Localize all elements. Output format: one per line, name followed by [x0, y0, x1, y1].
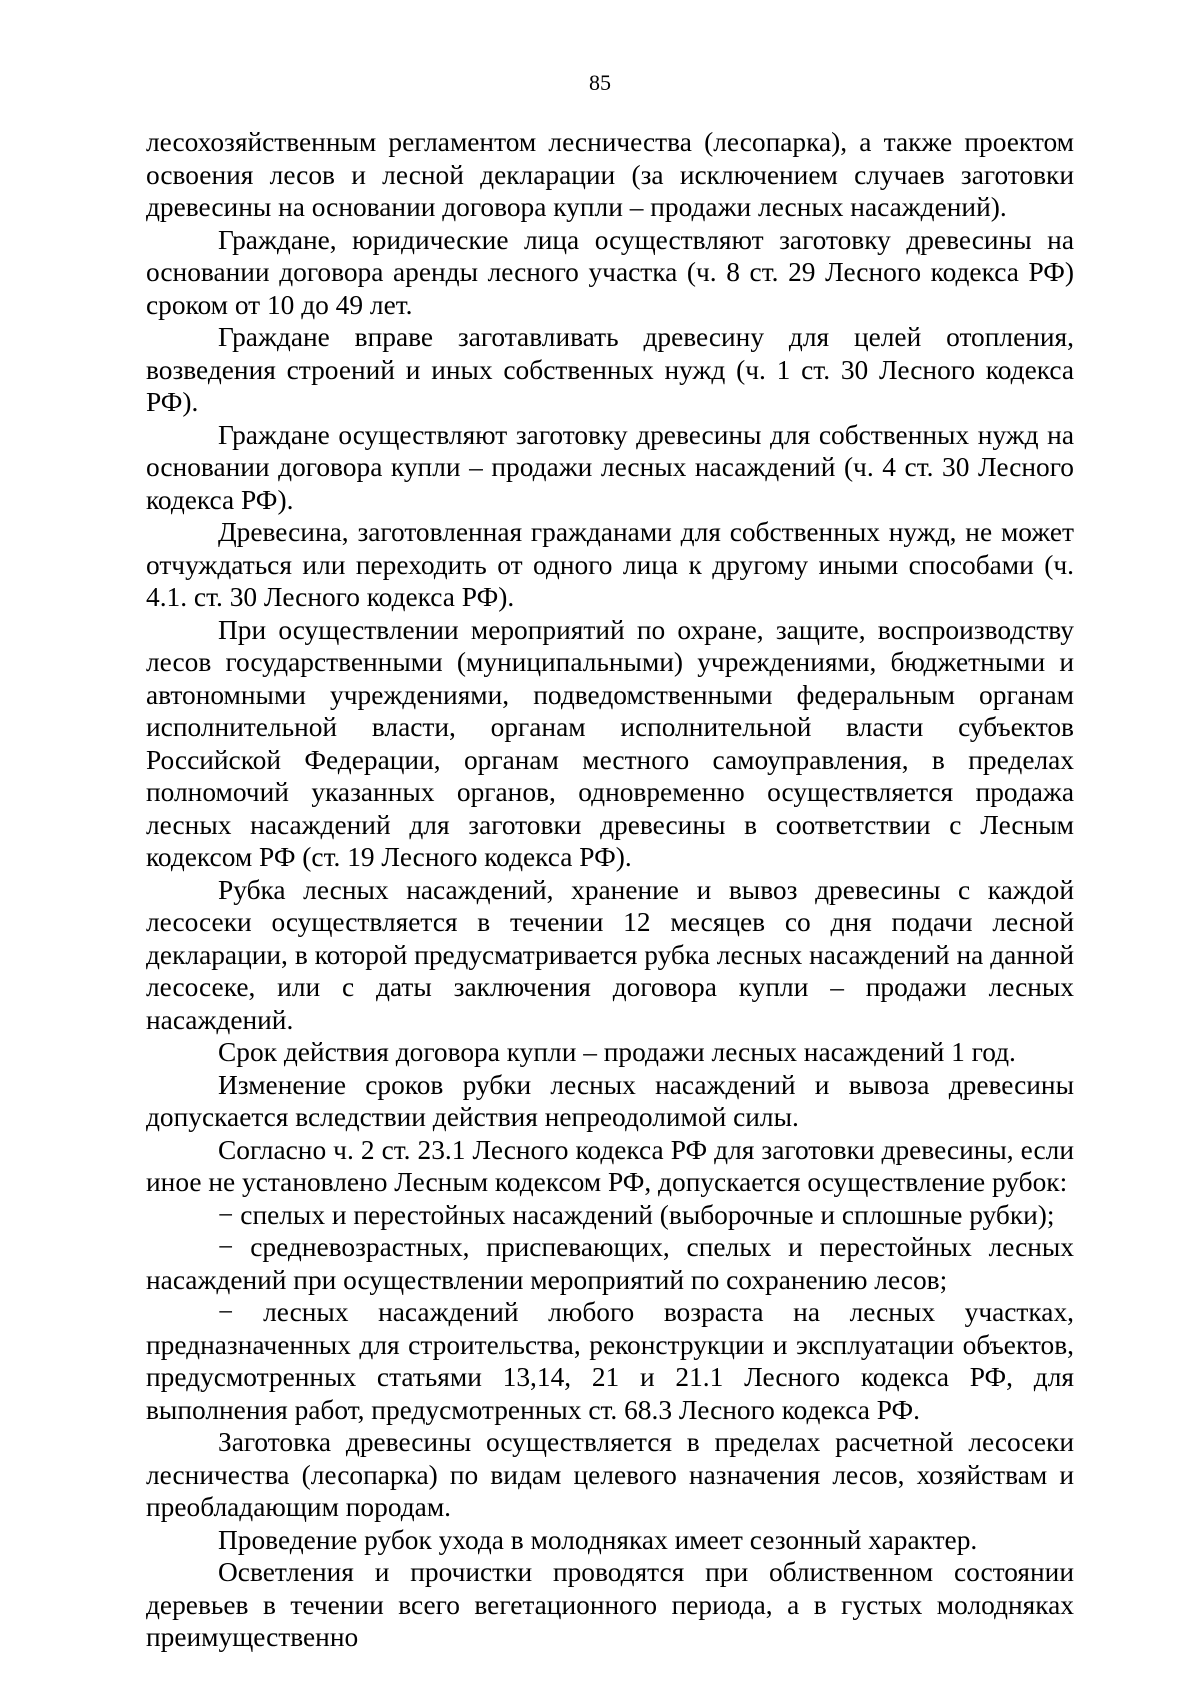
list-item: − лесных насаждений любого возраста на лесных участках, предназначенных для строительства, реконструкции и эксплуатации объектов, предусмотренных статьями 13,14, 21 и 21.1 Лесного кодекса РФ, для выполнения работ, предусмотренных ст. 68.3 Лесного кодекса РФ. — [146, 1297, 1074, 1425]
paragraph: Граждане вправе заготавливать древесину для целей отопления, возведения строений и иных собственных нужд (ч. 1 ст. 30 Лесного кодекса РФ). — [146, 322, 1074, 417]
paragraph: Осветления и прочистки проводятся при облиственном состоянии деревьев в течении всего вегетационного периода, а в густых молодняках преимущественно — [146, 1557, 1074, 1652]
page-number: 85 — [589, 70, 611, 95]
paragraph: При осуществлении мероприятий по охране, защите, воспроизводству лесов государственными (муниципальными) учреждениями, бюджетными и автономными учреждениями, подведомственными федеральным органам исполнительной власти, органам исполнительной власти субъектов Российской Федерации, органам местного самоуправления, в пределах полномочий указанных органов, одновременно осуществляется продажа лесных насаждений для заготовки древесины в соответствии с Лесным кодексом РФ (ст. 19 Лесного кодекса РФ). — [146, 614, 1074, 872]
paragraph: Рубка лесных насаждений, хранение и вывоз древесины с каждой лесосеки осуществляется в течении 12 месяцев со дня подачи лесной декларации, в которой предусматривается рубка лесных насаждений на данной лесосеке, или с даты заключения договора купли – продажи лесных насаждений. — [146, 874, 1074, 1035]
paragraph: Проведение рубок ухода в молодняках имеет сезонный характер. — [218, 1524, 978, 1555]
paragraph: Граждане, юридические лица осуществляют заготовку древесины на основании договора аренды лесного участка (ч. 8 ст. 29 Лесного кодекса РФ) сроком от 10 до 49 лет. — [146, 224, 1074, 320]
paragraph: Граждане осуществляют заготовку древесины для собственных нужд на основании договора купли – продажи лесных насаждений (ч. 4 ст. 30 Лесного кодекса РФ). — [146, 419, 1074, 515]
list-item: − средневозрастных, приспевающих, спелых и перестойных лесных насаждений при осуществлении мероприятий по сохранению лесов; — [146, 1232, 1074, 1295]
paragraph: Заготовка древесины осуществляется в пределах расчетной лесосеки лесничества (лесопарка) по видам целевого назначения лесов, хозяйствам и преобладающим породам. — [146, 1427, 1074, 1522]
paragraph: Изменение сроков рубки лесных насаждений и вывоза древесины допускается вследствии действия непреодолимой силы. — [146, 1069, 1074, 1132]
paragraph: Согласно ч. 2 ст. 23.1 Лесного кодекса РФ для заготовки древесины, если иное не установлено Лесным кодексом РФ, допускается осуществление рубок: — [146, 1134, 1074, 1197]
paragraph-continuation: лесохозяйственным регламентом лесничества (лесопарка), а также проектом освоения лесов и лесной декларации (за исключением случаев заготовки древесины на основании договора купли – продажи лесных насаждений). — [146, 127, 1074, 222]
list-item: − спелых и перестойных насаждений (выборочные и сплошные рубки); — [218, 1199, 1055, 1230]
paragraph: Срок действия договора купли – продажи лесных насаждений 1 год. — [218, 1037, 1016, 1067]
body-text — [146, 126, 1074, 1654]
paragraph: Древесина, заготовленная гражданами для собственных нужд, не может отчуждаться или переходить от одного лица к другому иными способами (ч. 4.1. ст. 30 Лесного кодекса РФ). — [146, 517, 1074, 612]
